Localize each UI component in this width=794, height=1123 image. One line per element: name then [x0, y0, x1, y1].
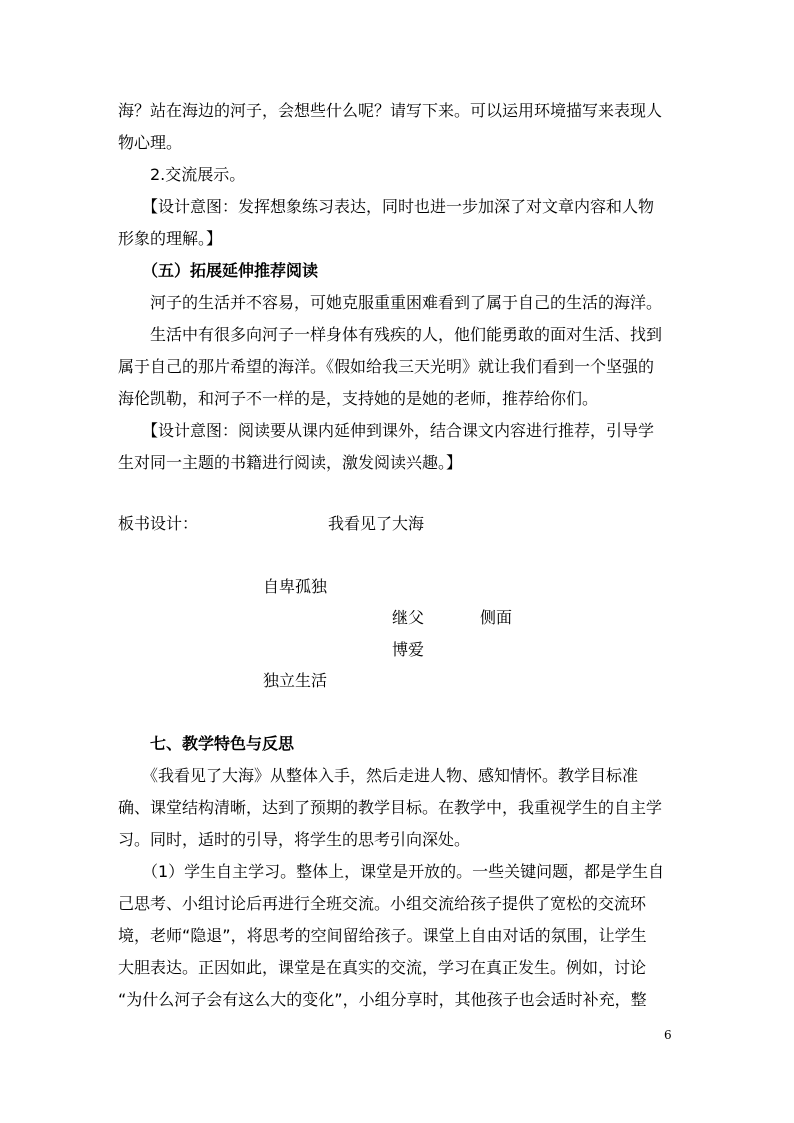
board-item: 博爱 [392, 640, 425, 659]
section-heading: 七、教学特色与反思 [118, 734, 295, 753]
paragraph-line: 《我看见了大海》从整体入手，然后走进人物、感知情怀。教学目标准 [118, 766, 639, 785]
paragraph-line: 属于自己的那片希望的海洋。《假如给我三天光明》就让我们看到一个坚强的 [118, 357, 655, 376]
paragraph-line: 己思考、小组讨论后再进行全班交流。小组交流给孩子提供了宽松的交流环 [118, 894, 647, 913]
paragraph-line: 物心理。 [118, 133, 183, 152]
board-design-label: 板书设计： [118, 514, 199, 533]
paragraph-line: 海？站在海边的河子，会想些什么呢？请写下来。可以运用环境描写来表现人 [118, 101, 663, 120]
paragraph-line: 习。同时，适时的引导，将学生的思考引向深处。 [118, 830, 471, 849]
paragraph-line: “为什么河子会有这么大的变化”，小组分享时，其他孩子也会适时补充，整 [118, 990, 647, 1009]
board-item: 独立生活 [263, 671, 328, 690]
paragraph-line: 确、课堂结构清晰，达到了预期的教学目标。在教学中，我重视学生的自主学 [118, 798, 663, 817]
paragraph-line: 生活中有很多向河子一样身体有残疾的人，他们能勇敢的面对生活、找到 [118, 325, 663, 344]
design-intent-line: 【设计意图：阅读要从课内延伸到课外，结合课文内容进行推荐，引导学 [118, 421, 655, 440]
paragraph-line: 海伦凯勒，和河子不一样的是，支持她的是她的老师，推荐给你们。 [118, 389, 599, 408]
design-intent-line: 生对同一主题的书籍进行阅读，激发阅读兴趣。】 [118, 453, 463, 472]
paragraph-line: 境，老师“隐退”，将思考的空间留给孩子。课堂上自由对话的氛围，让学生 [118, 926, 647, 945]
design-intent-line: 【设计意图：发挥想象练习表达，同时也进一步加深了对文章内容和人物 [118, 197, 655, 216]
design-intent-line: 形象的理解。】 [118, 229, 223, 248]
board-item: 继父 [392, 608, 425, 627]
paragraph-line: 大胆表达。正因如此，课堂是在真实的交流，学习在真正发生。例如，讨论 [118, 958, 647, 977]
page-number: 6 [664, 1028, 672, 1042]
paragraph-line: 河子的生活并不容易，可她克服重重困难看到了属于自己的生活的海洋。 [118, 293, 663, 312]
board-item: 自卑孤独 [263, 577, 328, 596]
paragraph-line: 2.交流展示。 [118, 165, 246, 184]
board-title: 我看见了大海 [328, 514, 425, 533]
section-heading: （五）拓展延伸推荐阅读 [118, 261, 319, 280]
board-item: 侧面 [480, 608, 513, 627]
paragraph-line: （1）学生自主学习。整体上，课堂是开放的。一些关键问题，都是学生自 [118, 862, 665, 881]
